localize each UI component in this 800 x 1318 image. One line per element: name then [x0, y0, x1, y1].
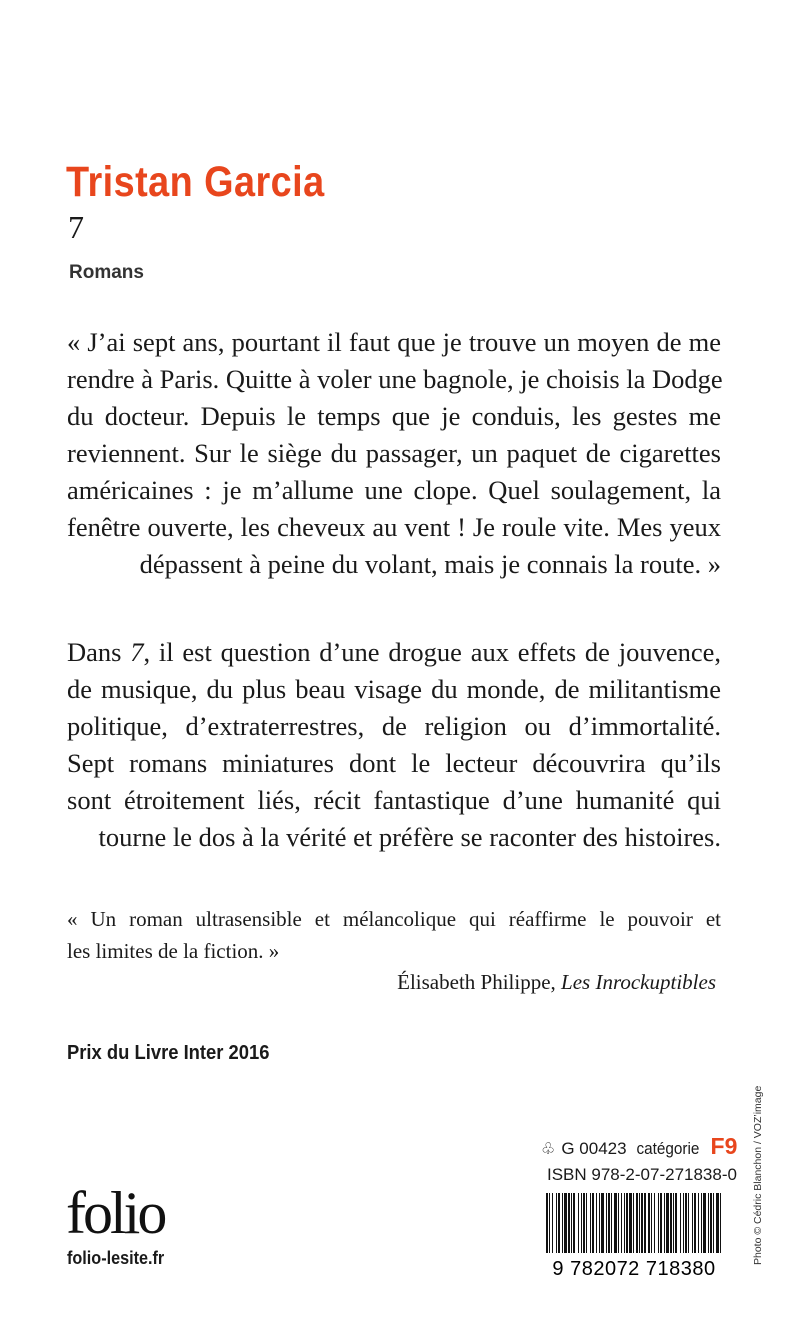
barcode-bar: [590, 1193, 591, 1253]
barcode-bar: [648, 1193, 650, 1253]
press-source: [397, 970, 716, 995]
publisher-logo: folio: [66, 1180, 165, 1246]
barcode-bar: [658, 1193, 659, 1253]
genre-label: Romans: [69, 262, 144, 283]
barcode-bar: [564, 1193, 567, 1253]
description-line: [67, 634, 721, 671]
author-name: Tristan Garcia: [66, 158, 325, 206]
barcode-bar: [654, 1193, 655, 1253]
barcode-bar: [685, 1193, 687, 1253]
barcode-bar: [583, 1193, 585, 1253]
barcode-bar: [578, 1193, 579, 1253]
barcode-bar: [614, 1193, 617, 1253]
barcode-bar: [629, 1193, 632, 1253]
book-symbol-icon: ♧: [541, 1141, 556, 1158]
barcode-bar: [552, 1193, 553, 1253]
barcode-bar: [651, 1193, 652, 1253]
barcode-bar: [698, 1193, 699, 1253]
barcode-digits: 9 782072 718380: [552, 1258, 716, 1277]
excerpt-line: américaines : je m’allume une clope. Quel soulagement, la: [67, 475, 721, 505]
barcode-bar: [618, 1193, 619, 1253]
barcode-bar: [549, 1193, 550, 1253]
description-title-italic: 7: [130, 637, 144, 667]
description-text: Dans: [67, 637, 131, 667]
barcode-bar: [546, 1193, 548, 1253]
barcode-bar: [673, 1193, 674, 1253]
catalog-code: G 00423: [561, 1139, 627, 1158]
barcode-bar: [626, 1193, 628, 1253]
barcode-bar: [608, 1193, 610, 1253]
barcode-bar: [683, 1193, 684, 1253]
barcode-bar: [601, 1193, 604, 1253]
description-line: Sept romans miniatures dont le lecteur découvrira qu’ils: [67, 748, 721, 778]
barcode-bar: [641, 1193, 643, 1253]
barcode-bar: [568, 1193, 570, 1253]
barcode-bar: [639, 1193, 640, 1253]
photo-credit: Photo © Cédric Blanchon / VOZ’image: [752, 1085, 764, 1265]
price-category: F9: [710, 1133, 738, 1159]
category-label: catégorie: [636, 1139, 700, 1158]
catalog-row: [541, 1133, 737, 1160]
press-line: les limites de la fiction. »: [67, 939, 280, 963]
barcode-bar: [708, 1193, 709, 1253]
excerpt-quote: [67, 324, 721, 583]
book-title: 7: [68, 209, 84, 245]
excerpt-line: rendre à Paris. Quitte à voler une bagnole, je choisis la Dodge: [67, 364, 723, 394]
barcode-bar: [586, 1193, 587, 1253]
barcode-bar: [680, 1193, 681, 1253]
prize-label: Prix du Livre Inter 2016: [67, 1042, 270, 1064]
barcode-bar: [592, 1193, 594, 1253]
barcode-bar: [716, 1193, 719, 1253]
isbn-label: ISBN 978-2-07-271838-0: [547, 1165, 737, 1184]
press-publication: Les Inrockuptibles: [561, 970, 716, 994]
excerpt-line: reviennent. Sur le siège du passager, un paquet de cigarettes: [67, 438, 721, 468]
press-line: « Un roman ultrasensible et mélancolique qui réaffirme le pouvoir et: [67, 907, 721, 931]
barcode-bar: [675, 1193, 677, 1253]
barcode-bar: [644, 1193, 646, 1253]
barcode-bar: [581, 1193, 582, 1253]
excerpt-line: « J’ai sept ans, pourtant il faut que je trouve un moyen de me: [67, 327, 721, 357]
barcode-bars: [546, 1193, 721, 1253]
description-line: de musique, du plus beau visage du monde, de militantisme: [67, 674, 721, 704]
barcode-bar: [710, 1193, 712, 1253]
barcode-bar: [701, 1193, 702, 1253]
description-line: sont étroitement liés, récit fantastique d’une humanité qui: [67, 785, 721, 815]
barcode-bar: [611, 1193, 612, 1253]
barcode-bar: [720, 1193, 721, 1253]
barcode-bar: [713, 1193, 714, 1253]
barcode-bar: [573, 1193, 575, 1253]
barcode: [546, 1193, 722, 1277]
excerpt-line: dépassent à peine du volant, mais je connais la route. »: [139, 549, 721, 579]
barcode-bar: [599, 1193, 600, 1253]
barcode-bar: [621, 1193, 622, 1253]
publisher-site: folio-lesite.fr: [67, 1248, 165, 1268]
excerpt-line: fenêtre ouverte, les cheveux au vent ! Je roule vite. Mes yeux: [67, 512, 721, 542]
barcode-bar: [556, 1193, 557, 1253]
description-line: politique, d’extraterrestres, de religion ou d’immortalité.: [67, 711, 721, 741]
barcode-bar: [562, 1193, 563, 1253]
barcode-bar: [606, 1193, 607, 1253]
barcode-bar: [664, 1193, 665, 1253]
press-quote: [67, 903, 721, 967]
barcode-bar: [703, 1193, 706, 1253]
barcode-bar: [558, 1193, 560, 1253]
excerpt-line: du docteur. Depuis le temps que je conduis, les gestes me: [67, 401, 721, 431]
barcode-bar: [670, 1193, 672, 1253]
description-line: tourne le dos à la vérité et préfère se raconter des histoires.: [98, 822, 721, 852]
barcode-bar: [624, 1193, 625, 1253]
press-author: Élisabeth Philippe,: [397, 970, 562, 994]
book-description: [67, 634, 721, 856]
barcode-bar: [688, 1193, 689, 1253]
barcode-bar: [596, 1193, 597, 1253]
barcode-bar: [666, 1193, 669, 1253]
barcode-bar: [633, 1193, 634, 1253]
barcode-bar: [660, 1193, 662, 1253]
barcode-bar: [571, 1193, 572, 1253]
barcode-bar: [694, 1193, 696, 1253]
barcode-bar: [636, 1193, 638, 1253]
description-text: , il est question d’une drogue aux effets de jouvence,: [143, 637, 721, 667]
barcode-bar: [692, 1193, 693, 1253]
